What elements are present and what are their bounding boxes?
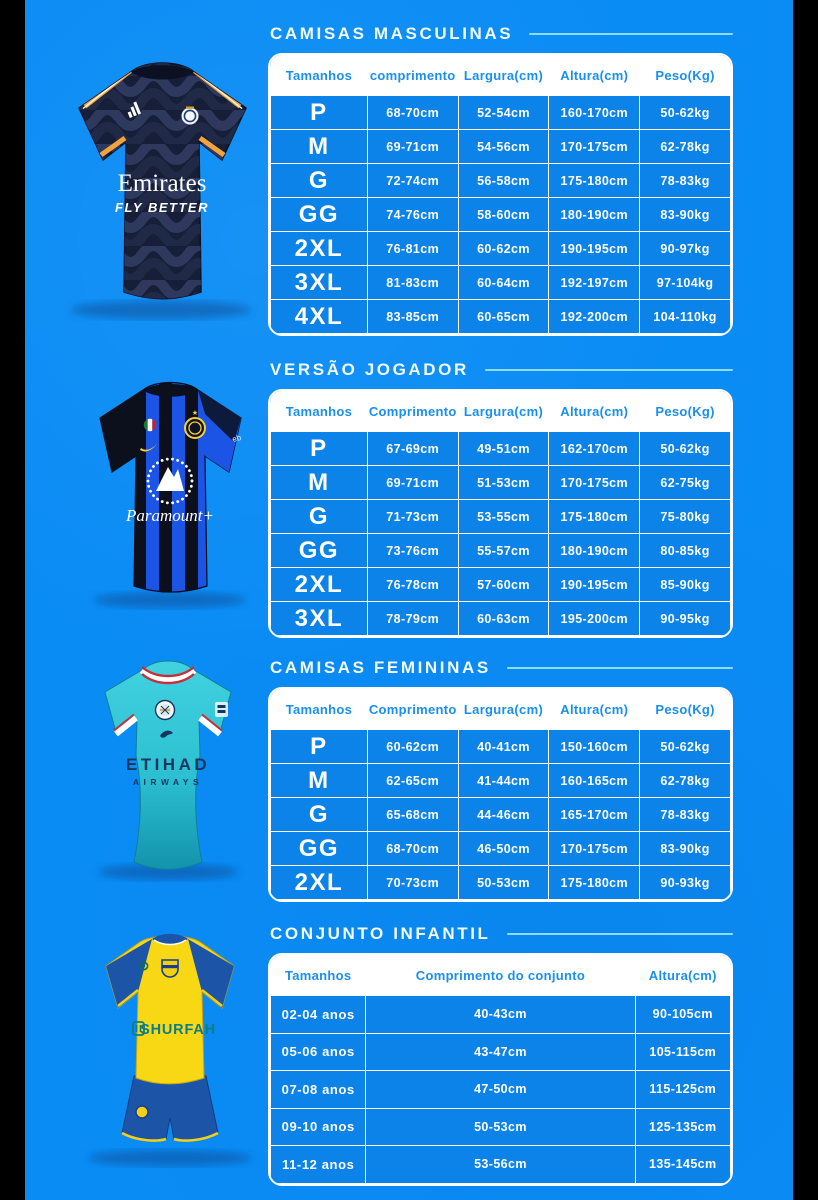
measurement-value: 55-57cm [458,534,549,568]
measurement-value: 125-135cm [635,1108,730,1146]
measurement-value: 68-70cm [367,832,458,866]
table-row [271,432,731,466]
header-row [271,56,731,96]
size-label: P [271,432,368,466]
table-row [271,730,731,764]
measurement-value: 165-170cm [549,798,640,832]
measurement-value: 53-56cm [366,1146,635,1184]
measurement-value: 90-97kg [640,232,731,266]
table-row [271,1146,731,1184]
size-label: GG [271,198,368,232]
blue-background [25,0,793,1200]
measurement-value: 78-79cm [367,602,458,636]
table-row [271,832,731,866]
title-rule [507,667,733,669]
size-table-wrapper [268,687,733,902]
size-table-wrapper [268,389,733,638]
size-label: M [271,764,368,798]
measurement-value: 83-85cm [367,300,458,334]
measurement-value: 115-125cm [635,1071,730,1109]
table-row [271,1033,731,1071]
measurement-value: 62-78kg [640,764,731,798]
measurement-value: 44-46cm [458,798,549,832]
measurement-value: 62-65cm [367,764,458,798]
measurement-value: 73-76cm [367,534,458,568]
measurement-value: 60-62cm [458,232,549,266]
title-rule [507,933,733,935]
column-header: Comprimento [367,690,458,730]
sleeve-sponsor-text: eb [231,433,243,444]
header-row [271,690,731,730]
column-header: Peso(Kg) [640,690,731,730]
measurement-value: 135-145cm [635,1146,730,1184]
measurement-value: 81-83cm [367,266,458,300]
table-row [271,232,731,266]
size-table-wrapper [268,53,733,336]
measurement-value: 60-63cm [458,602,549,636]
header-row [271,392,731,432]
measurement-value: 50-53cm [458,866,549,900]
measurement-value: 170-175cm [549,130,640,164]
size-label: G [271,798,368,832]
table-row [271,466,731,500]
measurement-value: 75-80kg [640,500,731,534]
table-row [271,1071,731,1109]
section-femininas [268,658,733,902]
measurement-value: 71-73cm [367,500,458,534]
measurement-value: 76-81cm [367,232,458,266]
size-label: GG [271,534,368,568]
section-title: CAMISAS FEMININAS [270,658,491,677]
table-row [271,266,731,300]
size-label: 02-04 anos [271,996,366,1034]
column-header: Altura(cm) [549,690,640,730]
column-header: Peso(Kg) [640,392,731,432]
measurement-value: 47-50cm [366,1071,635,1109]
measurement-value: 162-170cm [549,432,640,466]
size-label: 05-06 anos [271,1033,366,1071]
section-title: CONJUNTO INFANTIL [270,924,491,943]
measurement-value: 54-56cm [458,130,549,164]
size-label: 2XL [271,232,368,266]
section-header [270,24,733,44]
measurement-value: 160-170cm [549,96,640,130]
measurement-value: 83-90kg [640,832,731,866]
section-infantil [268,924,733,1186]
measurement-value: 175-180cm [549,164,640,198]
measurement-value: 68-70cm [367,96,458,130]
table-row [271,996,731,1034]
column-header: Tamanhos [271,956,366,996]
column-header: Altura(cm) [635,956,730,996]
measurement-value: 85-90kg [640,568,731,602]
section-title: VERSÃO JOGADOR [270,360,469,379]
size-label: 4XL [271,300,368,334]
column-header: Comprimento [367,392,458,432]
size-label: P [271,96,368,130]
jersey-shadow [94,592,246,608]
measurement-value: 192-197cm [549,266,640,300]
paramount-sponsor-text: Paramount+ [126,506,214,525]
airways-sponsor-text: AIRWAYS [132,777,204,787]
table-row [271,300,731,334]
measurement-value: 78-83kg [640,164,731,198]
table-row [271,764,731,798]
section-title: CAMISAS MASCULINAS [270,24,514,43]
size-label: M [271,466,368,500]
measurement-value: 41-44cm [458,764,549,798]
column-header: Peso(Kg) [640,56,731,96]
measurement-value: 50-53cm [366,1108,635,1146]
player-version-size-table [270,391,731,636]
column-header: Largura(cm) [458,392,549,432]
measurement-value: 90-105cm [635,996,730,1034]
size-label: 2XL [271,568,368,602]
measurement-value: 175-180cm [549,500,640,534]
measurement-value: 50-62kg [640,96,731,130]
section-header [270,360,733,380]
title-rule [529,33,733,35]
size-label: M [271,130,368,164]
al-nassr-crest [162,960,178,977]
measurement-value: 50-62kg [640,432,731,466]
measurement-value: 104-110kg [640,300,731,334]
table-row [271,602,731,636]
size-label: P [271,730,368,764]
womens-size-table [270,689,731,900]
title-rule [485,369,733,371]
measurement-value: 62-75kg [640,466,731,500]
kids-size-table [270,955,731,1184]
star-icon: ★ [191,410,199,417]
kit-shadow [88,1150,252,1166]
real-madrid-away-jersey-image [55,42,270,331]
inter-milan-jersey-image [81,368,259,619]
man-city-women-jersey-image [80,644,255,889]
measurement-value: 40-43cm [366,996,635,1034]
table-row [271,568,731,602]
measurement-value: 192-200cm [549,300,640,334]
measurement-value: 90-93kg [640,866,731,900]
table-row [271,534,731,568]
size-label: G [271,500,368,534]
column-header: Altura(cm) [549,56,640,96]
right-black-bar [793,0,818,1200]
size-table-wrapper [268,953,733,1186]
section-header [270,924,733,944]
measurement-value: 62-78kg [640,130,731,164]
measurement-value: 70-73cm [367,866,458,900]
measurement-value: 58-60cm [458,198,549,232]
size-label: GG [271,832,368,866]
etihad-sponsor-text: ETIHAD [125,755,211,774]
size-label: 07-08 anos [271,1071,366,1109]
jersey-shadow [71,301,251,319]
measurement-value: 72-74cm [367,164,458,198]
man-city-crest [156,701,175,720]
shorts-crest [136,1106,148,1118]
measurement-value: 60-65cm [458,300,549,334]
measurement-value: 80-85kg [640,534,731,568]
measurement-value: 76-78cm [367,568,458,602]
table-row [271,866,731,900]
measurement-value: 195-200cm [549,602,640,636]
column-header: Tamanhos [271,392,368,432]
column-header: comprimento [367,56,458,96]
measurement-value: 46-50cm [458,832,549,866]
measurement-value: 190-195cm [549,232,640,266]
measurement-value: 52-54cm [458,96,549,130]
measurement-value: 78-83kg [640,798,731,832]
measurement-value: 175-180cm [549,866,640,900]
measurement-value: 56-58cm [458,164,549,198]
header-row [271,956,731,996]
table-row [271,1108,731,1146]
fly-better-sponsor-text: FLY BETTER [115,200,209,215]
sleeve-patch [215,702,228,717]
column-header: Comprimento do conjunto [366,956,635,996]
column-header: Largura(cm) [458,56,549,96]
section-jogador [268,360,733,638]
size-label: 11-12 anos [271,1146,366,1184]
size-label: 09-10 anos [271,1108,366,1146]
measurement-value: 170-175cm [549,832,640,866]
measurement-value: 57-60cm [458,568,549,602]
section-header [270,658,733,678]
measurement-value: 40-41cm [458,730,549,764]
measurement-value: 50-62kg [640,730,731,764]
table-row [271,798,731,832]
shurfah-sponsor-text: SHURFAH [140,1022,216,1038]
measurement-value: 74-76cm [367,198,458,232]
measurement-value: 43-47cm [366,1033,635,1071]
measurement-value: 170-175cm [549,466,640,500]
measurement-value: 97-104kg [640,266,731,300]
measurement-value: 180-190cm [549,198,640,232]
measurement-value: 69-71cm [367,466,458,500]
table-row [271,96,731,130]
measurement-value: 90-95kg [640,602,731,636]
size-label: 3XL [271,266,368,300]
emirates-sponsor-text: Emirates [117,170,207,197]
measurement-value: 180-190cm [549,534,640,568]
column-header: Tamanhos [271,56,368,96]
measurement-value: 69-71cm [367,130,458,164]
column-header: Altura(cm) [549,392,640,432]
size-label: 3XL [271,602,368,636]
left-black-bar [0,0,25,1200]
section-masculinas [268,24,733,336]
al-nassr-kids-kit-image [70,926,270,1177]
size-label: G [271,164,368,198]
measurement-value: 105-115cm [635,1033,730,1071]
table-row [271,130,731,164]
measurement-value: 65-68cm [367,798,458,832]
table-row [271,500,731,534]
column-header: Tamanhos [271,690,368,730]
measurement-value: 49-51cm [458,432,549,466]
table-row [271,198,731,232]
measurement-value: 83-90kg [640,198,731,232]
column-header: Largura(cm) [458,690,549,730]
measurement-value: 67-69cm [367,432,458,466]
measurement-value: 160-165cm [549,764,640,798]
measurement-value: 150-160cm [549,730,640,764]
shorts [122,1076,218,1141]
measurement-value: 190-195cm [549,568,640,602]
measurement-value: 60-62cm [367,730,458,764]
size-label: 2XL [271,866,368,900]
table-row [271,164,731,198]
mens-size-table [270,55,731,334]
measurement-value: 51-53cm [458,466,549,500]
measurement-value: 53-55cm [458,500,549,534]
measurement-value: 60-64cm [458,266,549,300]
